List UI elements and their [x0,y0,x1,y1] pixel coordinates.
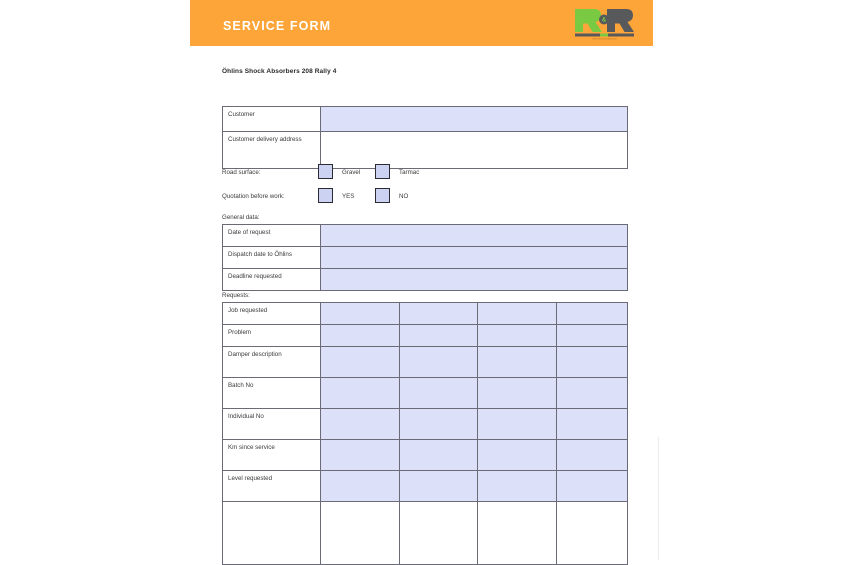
table-row [223,440,628,471]
road-surface-label: Road surface: [222,169,261,176]
batch-no-col3[interactable] [478,378,557,409]
checkbox-quotation-yes-label: YES [342,193,355,200]
deadline-requested-label: Deadline requested [223,269,321,291]
table-row [223,502,628,565]
job-requested-col1[interactable] [321,303,400,325]
date-of-request-input[interactable] [321,225,628,247]
km-since-service-col1[interactable] [321,440,400,471]
checkbox-tarmac-label: Tarmac [399,169,420,176]
svg-text:&: & [601,17,607,24]
problem-col2[interactable] [400,325,478,347]
notes-col2[interactable] [400,502,478,565]
job-requested-col3[interactable] [478,303,557,325]
quotation-label: Quotation before work: [222,193,285,200]
road-surface-row [222,164,627,182]
table-row [223,303,628,325]
problem-col4[interactable] [557,325,628,347]
checkbox-quotation-no[interactable] [375,188,390,203]
damper-description-col3[interactable] [478,347,557,378]
damper-description-col1[interactable] [321,347,400,378]
batch-no-col2[interactable] [400,378,478,409]
level-requested-col1[interactable] [321,471,400,502]
batch-no-label: Batch No [223,378,321,409]
requests-heading: Requests: [222,292,250,299]
table-row [223,247,628,269]
customer-table [222,106,628,169]
svg-text:www.raceandrally.com: www.raceandrally.com [592,37,617,40]
job-requested-col2[interactable] [400,303,478,325]
km-since-service-label: Km since service [223,440,321,471]
checkbox-quotation-yes[interactable] [318,188,333,203]
batch-no-col4[interactable] [557,378,628,409]
checkbox-quotation-no-label: NO [399,193,409,200]
notes-label [223,502,321,565]
individual-no-col2[interactable] [400,409,478,440]
km-since-service-col3[interactable] [478,440,557,471]
job-requested-label: Job requested [223,303,321,325]
customer-label: Customer [223,107,321,132]
individual-no-col4[interactable] [557,409,628,440]
problem-col1[interactable] [321,325,400,347]
km-since-service-col4[interactable] [557,440,628,471]
dispatch-date-label: Dispatch date to Öhlins [223,247,321,269]
table-row [223,107,628,132]
checkbox-gravel[interactable] [318,164,333,179]
batch-no-col1[interactable] [321,378,400,409]
checkbox-tarmac[interactable] [375,164,390,179]
km-since-service-col2[interactable] [400,440,478,471]
page-title: SERVICE FORM [223,19,332,33]
table-row [223,325,628,347]
level-requested-label: Level requested [223,471,321,502]
notes-col1[interactable] [321,502,400,565]
individual-no-label: Individual No [223,409,321,440]
customer-input[interactable] [321,107,628,132]
level-requested-col3[interactable] [478,471,557,502]
page-edge-line [658,437,659,560]
table-row [223,471,628,502]
table-row [223,269,628,291]
table-row [223,409,628,440]
document-title: Öhlins Shock Absorbers 208 Rally 4 [222,68,337,75]
deadline-requested-input[interactable] [321,269,628,291]
checkbox-gravel-label: Gravel [342,169,361,176]
header-band [190,0,653,46]
table-row [223,378,628,409]
customer-delivery-address-input[interactable] [321,132,628,169]
address-line-1[interactable] [321,132,627,134]
table-row [223,347,628,378]
customer-delivery-address-label: Customer delivery address [223,132,321,169]
general-data-table [222,224,628,291]
damper-description-col4[interactable] [557,347,628,378]
level-requested-col4[interactable] [557,471,628,502]
general-data-heading: General data: [222,214,260,221]
job-requested-col4[interactable] [557,303,628,325]
table-row [223,225,628,247]
dispatch-date-input[interactable] [321,247,628,269]
individual-no-col1[interactable] [321,409,400,440]
table-row [223,132,628,169]
race-and-rally-logo [572,6,640,40]
problem-label: Problem [223,325,321,347]
notes-col3[interactable] [478,502,557,565]
damper-description-label: Damper description [223,347,321,378]
notes-col4[interactable] [557,502,628,565]
quotation-row [222,188,627,206]
problem-col3[interactable] [478,325,557,347]
date-of-request-label: Date of request [223,225,321,247]
damper-description-col2[interactable] [400,347,478,378]
individual-no-col3[interactable] [478,409,557,440]
level-requested-col2[interactable] [400,471,478,502]
requests-table [222,302,628,565]
